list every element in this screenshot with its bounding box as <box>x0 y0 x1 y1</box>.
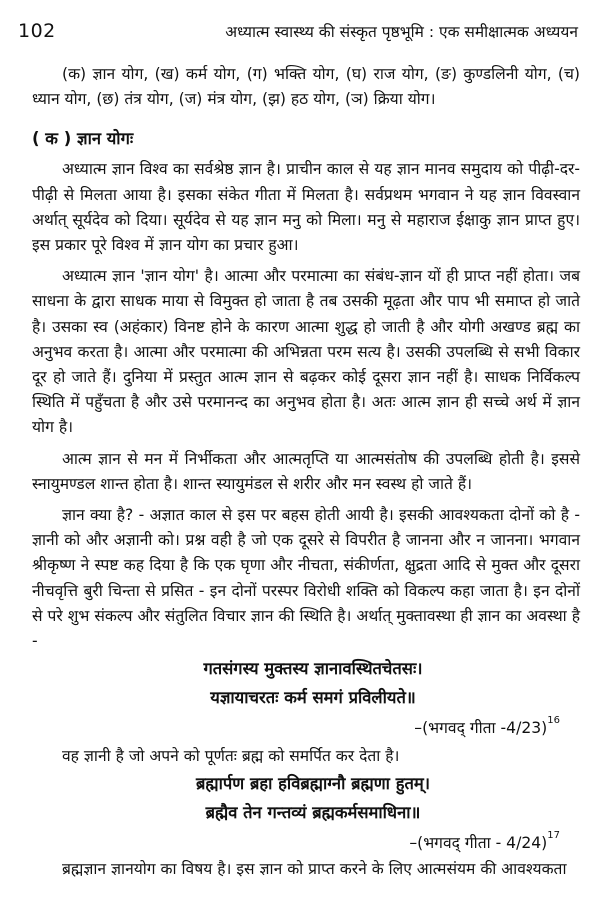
verse-1-line-1: गतसंगस्य मुक्तस्य ज्ञानावस्थितचेतसः। <box>203 659 423 679</box>
verse-2-citation-text: –(भगवद् गीता - 4/24) <box>409 834 548 853</box>
section-heading: ( क ) ज्ञान योगः <box>32 129 134 149</box>
verse-1-line-2: यज्ञायाचरतः कर्म समगं प्रविलीयते॥ <box>210 688 416 708</box>
verse-2-line-2: ब्रह्मैव तेन गन्तव्यं ब्रह्मकर्मसमाधिना॥ <box>205 803 421 823</box>
paragraph-2: अध्यात्म ज्ञान 'ज्ञान योग' है। आत्मा और परमात्मा का संबंध-ज्ञान यों ही प्राप्त नहीं होता। जब साधना के द्वारा साधक माया से विमुक्त हो जाता है तब उसकी मूढ़ता और पाप भी समाप्त हो जाते है। उसका स्व (अहंकार) विनष्ट होने के कारण आत्मा शुद्ध हो जाती है और योगी अखण्ड ब्रह्म का अनुभव करता है। आत्मा और परमात्मा की अभिन्नता परम सत्य है। उसकी उपलब्धि से सभी विकार दूर हो जाते हैं। दुनिया में प्रस्तुत आत्म ज्ञान से बढ़कर कोई दूसरा ज्ञान नहीं है। साधक निर्विकल्प स्थिति में पहुँचता है और उसे परमानन्द का अनुभव होता है। अतः आत्म ज्ञान ही सच्चे अर्थ में ज्ञान योग है। <box>32 267 580 437</box>
paragraph-3: आत्म ज्ञान से मन में निर्भीकता और आत्मतृप्ति या आत्मसंतोष की उपलब्धि होती है। इससे स्नायुमण्डल शान्त होता है। शान्त स्यायुमंडल से शरीर और मन स्वस्थ हो जाते हैं। <box>32 449 580 493</box>
verse-2-intro: वह ज्ञानी है जो अपने को पूर्णतः ब्रह्म को समर्पित कर देता है। <box>62 747 400 766</box>
verse-1-citation <box>32 716 580 738</box>
page-number: 102 <box>18 20 56 42</box>
verse-2-line-1: ब्रह्मार्पण ब्रहा हविब्रह्माग्नौ ब्रह्मणा हुतम्। <box>196 774 430 794</box>
yoga-types-list: (क) ज्ञान योग, (ख) कर्म योग, (ग) भक्ति योग, (घ) राज योग, (ङ) कुण्डलिनी योग, (च) ध्यान योग, (छ) तंत्र योग, (ज) मंत्र योग, (झ) हठ योग, (ञ) क्रिया योग। <box>32 65 580 109</box>
page-body <box>32 62 580 883</box>
footnote-17: 17 <box>547 830 560 842</box>
verse-2-citation <box>32 831 580 853</box>
paragraph-4: ज्ञान क्या है? - अज्ञात काल से इस पर बहस होती आयी है। इसकी आवश्यकता दोनों को है - ज्ञानी को और अज्ञानी को। प्रश्न वही है जो एक दूसरे से विपरीत है जानना और न जानना। भगवान श्रीकृष्ण ने स्पष्ट कह दिया है कि एक घृणा और नीचता, संकीर्णता, क्षुद्रता आदि से मुक्त और दूसरा नीचवृत्ति बुरी चिन्ता से प्रसित - इन दोनों परस्पर विरोधी शक्ति को विकल्प कहा जाता है। इन दोनों से परे शुभ संकल्प और संतुलित विचार ज्ञान की स्थिति है। अर्थात् मुक्तावस्था ही ज्ञान का अवस्था है - <box>32 506 580 651</box>
verse-1-citation-text: –(भगवद् गीता -4/23) <box>414 719 548 738</box>
running-title: अध्यात्म स्वास्थ्य की संस्कृत पृष्ठभूमि : एक समीक्षात्मक अध्ययन <box>225 23 578 41</box>
page-header <box>18 20 578 50</box>
paragraph-1: अध्यात्म ज्ञान विश्व का सर्वश्रेष्ठ ज्ञान है। प्राचीन काल से यह ज्ञान मानव समुदाय को पीढ़ी-दर-पीढ़ी से मिलता आया है। इसका संकेत गीता में मिलता है। सर्वप्रथम भगवान ने यह ज्ञान विवस्वान अर्थात् सूर्यदेव को दिया। सूर्यदेव से यह ज्ञान मनु को मिला। मनु से महाराज ईक्षाकु ज्ञान प्राप्त हुए। इस प्रकार पूरे विश्व में ज्ञान योग का प्रचार हुआ। <box>32 160 580 255</box>
closing-line: ब्रह्मज्ञान ज्ञानयोग का विषय है। इस ज्ञान को प्राप्त करने के लिए आत्मसंयम की आवश्यकता <box>62 860 567 879</box>
footnote-16: 16 <box>547 715 560 727</box>
